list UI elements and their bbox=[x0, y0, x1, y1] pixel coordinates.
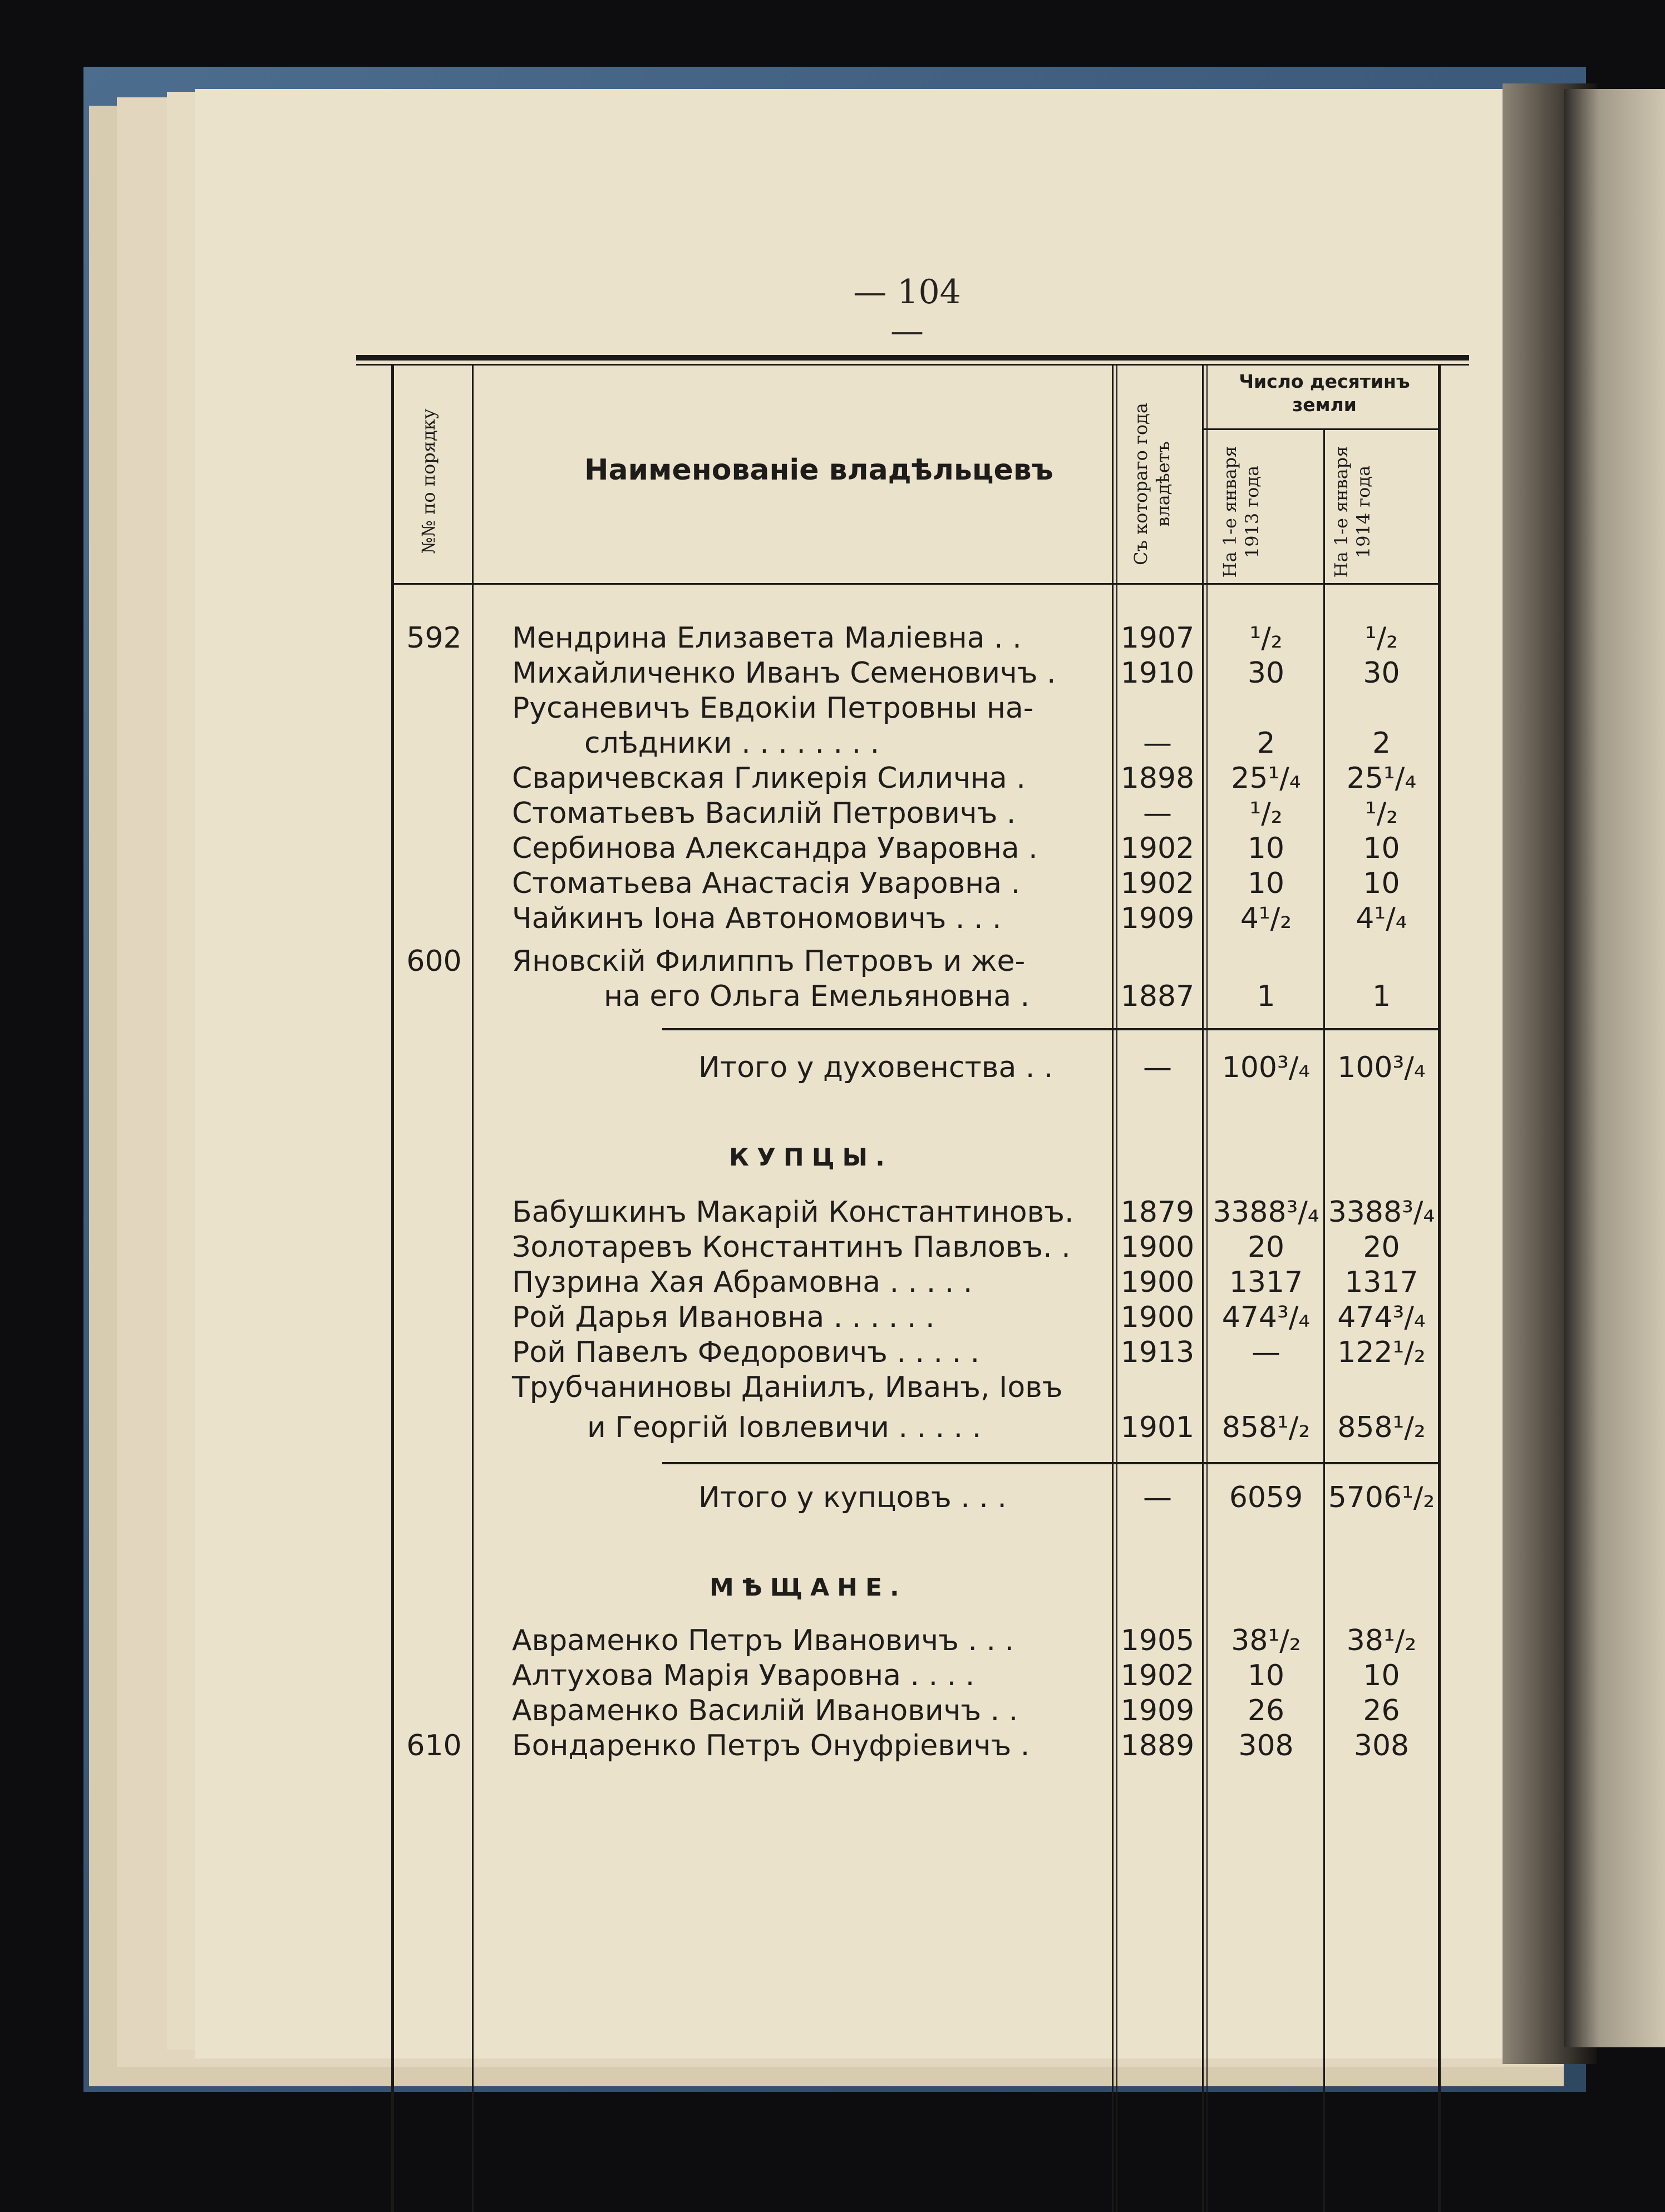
total-year: — bbox=[1143, 1051, 1172, 1084]
row-number: 592 bbox=[406, 621, 462, 655]
owner-name: Чайкинъ Іона Автономовичъ . . . bbox=[512, 902, 1002, 935]
land-1914-cell: 1 bbox=[1372, 980, 1391, 1013]
total-year: — bbox=[1143, 1481, 1172, 1514]
land-1913-cell: ¹/₂ bbox=[1249, 797, 1283, 830]
total-label: Итого у купцовъ . . . bbox=[698, 1481, 1007, 1514]
land-1914-cell: 25¹/₄ bbox=[1346, 762, 1417, 795]
year-cell: 1889 bbox=[1120, 1729, 1195, 1762]
land-1914-cell: 308 bbox=[1353, 1729, 1410, 1762]
year-cell: 1902 bbox=[1120, 1659, 1195, 1692]
header-col-1913: На 1-е января 1913 года bbox=[1219, 446, 1263, 578]
owner-name: Яновскій Филиппъ Петровъ и же- bbox=[512, 945, 1026, 978]
owner-name: Мендрина Елизавета Маліевна . . bbox=[512, 621, 1022, 655]
year-cell: 1900 bbox=[1120, 1301, 1195, 1334]
land-1913-cell: 10 bbox=[1247, 1659, 1285, 1692]
subtotal-rule bbox=[662, 1462, 1439, 1464]
header-col-1914: На 1-е января 1914 года bbox=[1331, 446, 1374, 578]
year-cell: 1902 bbox=[1120, 867, 1195, 900]
land-1914-cell: 10 bbox=[1363, 1659, 1400, 1692]
owner-name: Рой Дарья Ивановна . . . . . . bbox=[512, 1301, 935, 1334]
year-cell: 1898 bbox=[1120, 762, 1195, 795]
land-1913-cell: 25¹/₄ bbox=[1231, 762, 1301, 795]
land-1913-cell: 308 bbox=[1238, 1729, 1294, 1762]
header-col-land: Число десятинъ земли bbox=[1239, 371, 1410, 416]
land-1914-cell: 4¹/₄ bbox=[1356, 902, 1407, 935]
header-col-no: №№ по порядку bbox=[418, 408, 439, 554]
header-col-since: Съ котораго года владѣетъ bbox=[1130, 403, 1174, 565]
year-cell: 1901 bbox=[1120, 1411, 1195, 1444]
land-1914-cell: 26 bbox=[1363, 1694, 1400, 1727]
land-1914-cell: 474³/₄ bbox=[1337, 1301, 1426, 1334]
land-1914-cell: 3388³/₄ bbox=[1328, 1196, 1435, 1229]
land-1914-cell: 20 bbox=[1363, 1231, 1400, 1264]
header-bottom-rule bbox=[392, 583, 1439, 585]
year-cell: 1887 bbox=[1120, 980, 1195, 1013]
year-cell: 1913 bbox=[1120, 1336, 1195, 1369]
land-1914-cell: ¹/₂ bbox=[1364, 797, 1398, 830]
year-cell: — bbox=[1143, 797, 1172, 830]
year-cell: 1905 bbox=[1120, 1624, 1195, 1657]
land-1913-cell: 10 bbox=[1247, 832, 1285, 865]
year-cell: 1909 bbox=[1120, 1694, 1195, 1727]
land-1913-cell: 4¹/₂ bbox=[1240, 902, 1292, 935]
land-1913-cell: 20 bbox=[1247, 1231, 1285, 1264]
owner-name: Стоматьевъ Василій Петровичъ . bbox=[512, 797, 1016, 830]
land-1913-cell: 1 bbox=[1257, 980, 1275, 1013]
owner-name: Бондаренко Петръ Онуфріевичъ . bbox=[512, 1729, 1030, 1762]
owner-name: Рой Павелъ Федоровичъ . . . . . bbox=[512, 1336, 980, 1369]
total-1913: 6059 bbox=[1229, 1481, 1303, 1514]
owner-name: Авраменко Петръ Ивановичъ . . . bbox=[512, 1624, 1014, 1657]
land-1914-cell: ¹/₂ bbox=[1364, 621, 1398, 655]
row-number: 610 bbox=[406, 1729, 462, 1762]
owner-name: на его Ольга Емельяновна . bbox=[604, 980, 1030, 1013]
section-heading-merchants: КУПЦЫ. bbox=[729, 1143, 893, 1172]
land-1914-cell: 10 bbox=[1363, 867, 1400, 900]
year-cell: 1907 bbox=[1120, 621, 1195, 655]
land-1913-cell: 10 bbox=[1247, 867, 1285, 900]
land-1913-cell: 858¹/₂ bbox=[1221, 1411, 1311, 1444]
land-1914-cell: 1317 bbox=[1344, 1266, 1418, 1299]
owner-name: слѣдники . . . . . . . . bbox=[584, 727, 880, 760]
land-1913-cell: — bbox=[1252, 1336, 1280, 1369]
owner-name: и Георгій Іовлевичи . . . . . bbox=[587, 1411, 982, 1444]
year-cell: 1910 bbox=[1120, 656, 1195, 690]
total-1913: 100³/₄ bbox=[1221, 1051, 1311, 1084]
subtotal-rule bbox=[662, 1028, 1439, 1030]
year-cell: 1900 bbox=[1120, 1231, 1195, 1264]
page-number: — 104 — bbox=[853, 273, 961, 350]
year-cell: 1879 bbox=[1120, 1196, 1195, 1229]
land-1913-cell: 1317 bbox=[1229, 1266, 1303, 1299]
land-1914-cell: 10 bbox=[1363, 832, 1400, 865]
year-cell: — bbox=[1143, 727, 1172, 760]
col-rule-year bbox=[1202, 365, 1204, 2212]
land-1913-cell: 30 bbox=[1247, 656, 1285, 690]
land-1914-cell: 2 bbox=[1372, 727, 1391, 760]
owner-name: Стоматьева Анастасія Уваровна . bbox=[512, 867, 1021, 900]
header-col-name: Наименованіе владѣльцевъ bbox=[584, 453, 1053, 487]
owner-name: Золотаревъ Константинъ Павловъ. . bbox=[512, 1231, 1071, 1264]
table-left-rule bbox=[391, 365, 394, 2212]
land-1913-cell: 474³/₄ bbox=[1221, 1301, 1311, 1334]
total-1914: 100³/₄ bbox=[1337, 1051, 1426, 1084]
land-1913-cell: 2 bbox=[1257, 727, 1275, 760]
owner-name: Бабушкинъ Макарій Константиновъ. bbox=[512, 1196, 1074, 1229]
year-cell: 1902 bbox=[1120, 832, 1195, 865]
owner-name: Сербинова Александра Уваровна . bbox=[512, 832, 1038, 865]
year-cell: 1900 bbox=[1120, 1266, 1195, 1299]
land-header-rule bbox=[1202, 428, 1439, 430]
land-1914-cell: 38¹/₂ bbox=[1346, 1624, 1417, 1657]
land-1913-cell: 26 bbox=[1247, 1694, 1285, 1727]
land-1914-cell: 30 bbox=[1363, 656, 1400, 690]
section-heading-burghers: МѢЩАНЕ. bbox=[710, 1573, 907, 1602]
land-1913-cell: 3388³/₄ bbox=[1213, 1196, 1319, 1229]
owner-name: Алтухова Марія Уваровна . . . . bbox=[512, 1659, 975, 1692]
owner-name: Авраменко Василій Ивановичъ . . bbox=[512, 1694, 1018, 1727]
land-1913-cell: 38¹/₂ bbox=[1231, 1624, 1301, 1657]
col-rule-no bbox=[472, 365, 474, 2212]
year-cell: 1909 bbox=[1120, 902, 1195, 935]
owner-name: Сваричевская Гликерія Силична . bbox=[512, 762, 1026, 795]
owner-name: Русаневичъ Евдокіи Петровны на- bbox=[512, 692, 1034, 725]
owner-name: Михайличенко Иванъ Семеновичъ . bbox=[512, 656, 1056, 690]
land-1914-cell: 122¹/₂ bbox=[1337, 1336, 1426, 1369]
owner-name: Трубчаниновы Даніилъ, Иванъ, Іовъ bbox=[512, 1371, 1063, 1404]
land-1913-cell: ¹/₂ bbox=[1249, 621, 1283, 655]
table-top-rule-thin bbox=[356, 364, 1469, 366]
table-top-rule bbox=[356, 355, 1469, 361]
row-number: 600 bbox=[406, 945, 462, 978]
owner-name: Пузрина Хая Абрамовна . . . . . bbox=[512, 1266, 973, 1299]
total-label: Итого у духовенства . . bbox=[698, 1051, 1053, 1084]
total-1914: 5706¹/₂ bbox=[1328, 1481, 1435, 1514]
land-1914-cell: 858¹/₂ bbox=[1337, 1411, 1426, 1444]
facing-page-edge bbox=[1564, 89, 1665, 2047]
